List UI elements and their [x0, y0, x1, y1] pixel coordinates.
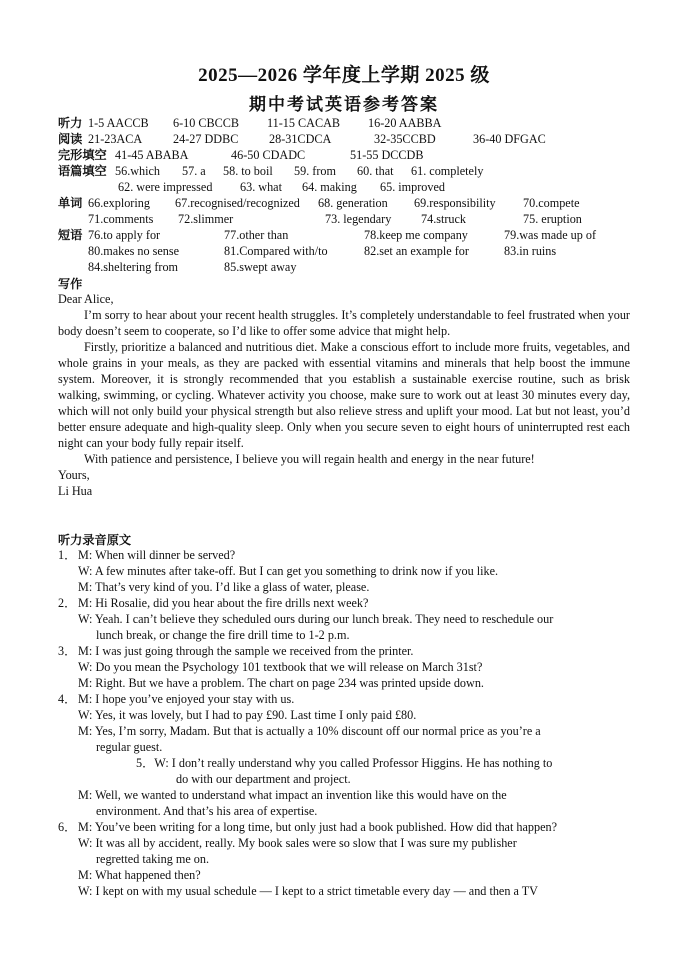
answer-group: 32-35CCBD: [374, 132, 436, 146]
answer-group: 28-31CDCA: [269, 132, 332, 146]
speaker-tag: M:: [78, 724, 93, 738]
transcript-text: Yeah. I can’t believe they scheduled ours during our lunch break. They need to reschedule our: [95, 612, 554, 626]
transcript-text: Yes, I’m sorry, Madam. But that is actually a 10% discount off our normal price as you’re a: [94, 724, 541, 738]
answer-key: [58, 115, 648, 275]
answer-item: 68. generation: [318, 196, 388, 210]
transcript-line: [58, 707, 640, 723]
transcript-line: [58, 595, 640, 611]
answer-item: 73. legendary: [325, 212, 392, 226]
answer-item: 79.was made up of: [504, 228, 597, 242]
speaker-tag: M:: [78, 676, 93, 690]
transcript-line: [58, 771, 640, 787]
speaker-tag: W:: [78, 660, 93, 674]
listening-transcript: [58, 547, 640, 899]
answer-item: 85.swept away: [224, 260, 297, 274]
word-answers-2: [58, 211, 648, 227]
listening-answers: [58, 115, 648, 131]
speaker-tag: W:: [78, 564, 93, 578]
transcript-line: [58, 643, 640, 659]
cloze-answers: [58, 147, 648, 163]
section-label: 短语: [58, 228, 83, 242]
answer-item: 75. eruption: [523, 212, 582, 226]
answer-item: 69.responsibility: [414, 196, 496, 210]
answer-item: 65. improved: [380, 180, 445, 194]
section-label: 听力: [58, 116, 83, 130]
transcript-text: Well, we wanted to understand what impact an invention like this would have on the: [95, 788, 507, 802]
speaker-tag: M:: [78, 596, 93, 610]
question-number: 5．: [136, 756, 155, 770]
speaker-tag: M:: [78, 692, 93, 706]
transcript-text: regular guest.: [96, 740, 163, 754]
sample-essay: [58, 291, 630, 499]
transcript-text: You’ve been writing for a long time, but only just had a book published. How did that happen?: [94, 820, 557, 834]
transcript-text: regretted taking me on.: [96, 852, 210, 866]
answer-group: 1-5 AACCB: [88, 116, 149, 130]
transcript-text: do with our department and project.: [176, 772, 351, 786]
transcript-line: [58, 563, 640, 579]
answer-group: 24-27 DDBC: [173, 132, 239, 146]
transcript-line: [58, 867, 640, 883]
transcript-line: [58, 691, 640, 707]
answer-item: 66.exploring: [88, 196, 150, 210]
transcript-text: It was all by accident, really. My book sales were so slow that I was sure my publisher: [95, 836, 517, 850]
answer-group: 51-55 DCCDB: [350, 148, 424, 162]
question-number: 1．: [58, 548, 77, 562]
transcript-line: [58, 819, 640, 835]
transcript-line: [58, 579, 640, 595]
transcript-text: lunch break, or change the fire drill time to 1-2 p.m.: [96, 628, 350, 642]
answer-group: 16-20 AABBA: [368, 116, 442, 130]
transcript-line: [58, 851, 640, 867]
section-label: 完形填空: [58, 148, 107, 162]
essay-closing: Yours,: [58, 468, 90, 482]
transcript-line: [58, 627, 640, 643]
answer-item: 74.struck: [421, 212, 467, 226]
transcript-text: environment. And that’s his area of expertise.: [96, 804, 318, 818]
speaker-tag: M:: [78, 868, 93, 882]
question-number: 2．: [58, 596, 77, 610]
reading-answers: [58, 131, 648, 147]
answer-item: 67.recognised/recognized: [175, 196, 300, 210]
question-number: 6．: [58, 820, 77, 834]
answer-item: 59. from: [294, 164, 336, 178]
answer-item: 84.sheltering from: [88, 260, 179, 274]
answer-item: 71.comments: [88, 212, 154, 226]
answer-group: 21-23ACA: [88, 132, 143, 146]
speaker-tag: M:: [78, 644, 93, 658]
transcript-line: [58, 883, 640, 899]
answer-group: 6-10 CBCCB: [173, 116, 240, 130]
transcript-line: [58, 755, 640, 771]
transcript-text: I kept on with my usual schedule — I kept to a strict timetable every day — and then a TV: [95, 884, 538, 898]
grammar-answers-1: [58, 163, 648, 179]
essay-paragraph: Firstly, prioritize a balanced and nutritious diet. Make a conscious effort to include more fruits, vegetables, and whole grains in your meals, as they are packed with essential vitamins and minerals that help boost the immune system. Moreover, it is strongly recommended that you establish a sustainable exercise routine, such as brisk walking, swimming, or cycling. Whatever activity you choose, make sure to work out at least 30 minutes every day, which will not only build your physical strength but also relieve stress and uplift your mood. Lat but not least, you’d better ensure adequate and high-quality sleep. Only when you secure seven to eight hours of uninterrupted rest each night can your body fully repair itself.: [58, 340, 630, 450]
word-answers-1: [58, 195, 648, 211]
transcript-text: I don’t really understand why you called Professor Higgins. He has nothing to: [171, 756, 553, 770]
answer-item: 83.in ruins: [504, 244, 557, 258]
answer-item: 64. making: [302, 180, 357, 194]
answer-item: 60. that: [357, 164, 394, 178]
answer-group: 41-45 ABABA: [115, 148, 189, 162]
answer-item: 78.keep me company: [364, 228, 468, 242]
page-subtitle: 期中考试英语参考答案: [249, 95, 439, 114]
answer-item: 76.to apply for: [88, 228, 161, 242]
section-label: 单词: [58, 196, 83, 210]
essay-paragraph: I’m sorry to hear about your recent health struggles. It’s completely understandable to feel frustrated when your body doesn’t seem to cooperate, so I’d like to offer some advice that might help.: [58, 308, 630, 338]
answer-item: 63. what: [240, 180, 282, 194]
answer-item: 81.Compared with/to: [224, 244, 328, 258]
phrase-answers-2: [58, 243, 648, 259]
essay-paragraph: With patience and persistence, I believe you will regain health and energy in the near future!: [84, 452, 535, 466]
speaker-tag: W:: [78, 612, 93, 626]
speaker-tag: W:: [154, 756, 169, 770]
transcript-text: I hope you’ve enjoyed your stay with us.: [95, 692, 295, 706]
transcript-line: [58, 675, 640, 691]
transcript-line: [58, 835, 640, 851]
grammar-answers-2: [58, 179, 648, 195]
answer-item: 70.compete: [523, 196, 580, 210]
transcript-text: What happened then?: [95, 868, 201, 882]
transcript-text: When will dinner be served?: [95, 548, 236, 562]
speaker-tag: M:: [78, 820, 93, 834]
answer-group: 46-50 CDADC: [231, 148, 306, 162]
speaker-tag: W:: [78, 884, 93, 898]
answer-item: 61. completely: [411, 164, 484, 178]
transcript-text: Right. But we have a problem. The chart on page 234 was printed upside down.: [95, 676, 484, 690]
answer-item: 80.makes no sense: [88, 244, 180, 258]
transcript-text: A few minutes after take-off. But I can get you something to drink now if you like.: [94, 564, 499, 578]
question-number: 4．: [58, 692, 77, 706]
essay-greeting: Dear Alice,: [58, 292, 114, 306]
answer-item: 57. a: [182, 164, 206, 178]
answer-item: 56.which: [115, 164, 161, 178]
phrase-answers-1: [58, 227, 648, 243]
phrase-answers-3: [58, 259, 648, 275]
answer-group: 36-40 DFGAC: [473, 132, 546, 146]
transcript-line: [58, 611, 640, 627]
transcript-text: Yes, it was lovely, but I had to pay £90. Last time I only paid £80.: [95, 708, 417, 722]
transcript-line: [58, 803, 640, 819]
transcript-text: I was just going through the sample we received from the printer.: [95, 644, 414, 658]
question-number: 3．: [58, 644, 77, 658]
transcript-line: [58, 787, 640, 803]
page-title: 2025—2026 学年度上学期 2025 级: [198, 65, 490, 86]
speaker-tag: W:: [78, 836, 93, 850]
answer-group: 11-15 CACAB: [267, 116, 341, 130]
answer-item: 77.other than: [224, 228, 289, 242]
transcript-text: Do you mean the Psychology 101 textbook that we will release on March 31st?: [95, 660, 483, 674]
speaker-tag: M:: [78, 788, 93, 802]
answer-item: 58. to boil: [223, 164, 273, 178]
transcript-heading: 听力录音原文: [58, 533, 132, 547]
transcript-line: [58, 547, 640, 563]
writing-heading: 写作: [58, 277, 83, 291]
section-label: 语篇填空: [58, 164, 107, 178]
answer-item: 72.slimmer: [178, 212, 234, 226]
speaker-tag: W:: [78, 708, 93, 722]
transcript-text: Hi Rosalie, did you hear about the fire drills next week?: [95, 596, 369, 610]
transcript-line: [58, 739, 640, 755]
speaker-tag: M:: [78, 548, 93, 562]
essay-signature: Li Hua: [58, 484, 93, 498]
transcript-line: [58, 659, 640, 675]
speaker-tag: M:: [78, 580, 93, 594]
section-label: 阅读: [58, 132, 83, 146]
answer-item: 62. were impressed: [118, 180, 213, 194]
answer-item: 82.set an example for: [364, 244, 469, 258]
transcript-line: [58, 723, 640, 739]
transcript-text: That’s very kind of you. I’d like a glass of water, please.: [95, 580, 370, 594]
